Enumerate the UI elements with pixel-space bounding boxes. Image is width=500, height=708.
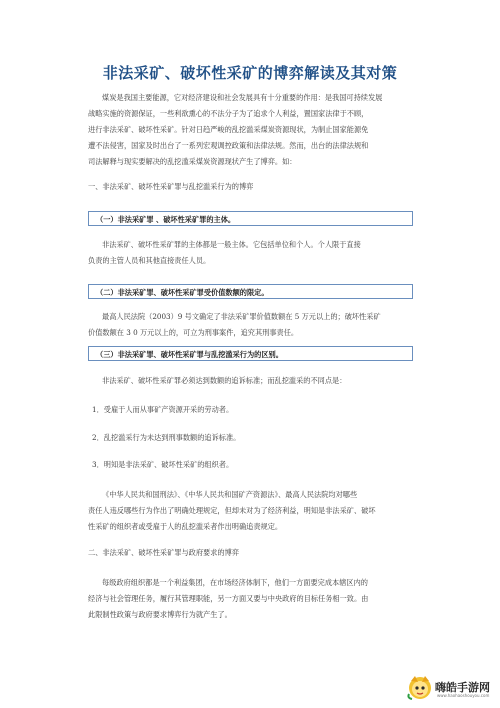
paragraph-line: 价值数额在 3 0 万元以上的，可立为刑事案件，追究其刑事责任。: [88, 328, 299, 337]
paragraph-line: 性采矿的组织者或受雇于人的乱挖滥采者作出明确追责规定。: [88, 522, 283, 531]
subheading-2: （二）非法采矿罪、破坏性采矿罪受价值数额的限定。: [88, 284, 413, 299]
subheading-1: （一）非法采矿罪 、破坏性采矿罪的主体。: [88, 211, 413, 226]
watermark-url: www.haohaoshouyou.com: [437, 693, 490, 698]
section-heading-2: 二、非法采矿、破坏性采矿罪与政府要求的博弈: [88, 548, 239, 557]
paragraph-line: 最高人民法院（2003）9 号文确定了非法采矿罪价值数额在 5 万元以上的；破坏性采矿: [102, 312, 381, 321]
paragraph-5: [88, 575, 428, 623]
section-heading-1: 一、非法采矿、破坏性采矿罪与乱挖滥采行为的博弈: [88, 182, 254, 191]
intro-line: 遭不法侵害，国家及时出台了一系列宏观调控政策和法律法规。然而，出台的法律法规和: [88, 141, 369, 150]
page-title: 非法采矿、破坏性采矿的博弈解读及其对策: [102, 64, 398, 82]
paragraph-line: 此限制性政策与政府要求博弈行为就产生了。: [88, 610, 232, 619]
paragraph-4: [88, 487, 428, 535]
intro-line: 进行非法采矿、破坏性采矿。针对日趋严峻的乱挖滥采煤炭资源现状，为制止国家能源免: [88, 125, 369, 134]
watermark-text: 嗨皓手游网: [435, 681, 490, 694]
site-watermark: [405, 672, 495, 704]
list-item-2: 2．乱挖滥采行为未达到刑事数额的追诉标准。: [92, 433, 241, 442]
intro-line: 司法解释与现实要解决的乱挖滥采煤炭资源现状产生了博弈。如：: [88, 157, 297, 166]
list-item-1: 1．受雇于人而从事矿产资源开采的劳动者。: [92, 405, 234, 414]
intro-line: 战略实施的资源保证，一些利欲熏心的不法分子为了追求个人利益，置国家法律于不顾，: [88, 109, 369, 118]
paragraph-line: 每级政府组织都是一个利益集团，在市场经济体制下，他们一方面要完成本辖区内的: [102, 578, 368, 587]
paragraph-line: 《中华人民共和国刑法》、《中华人民共和国矿产资源法》、最高人民法院均对哪些: [102, 490, 358, 499]
intro-line: 煤炭是我国主要能源，它对经济建设和社会发展具有十分重要的作用：是我国可持续发展: [102, 93, 383, 102]
subheading-3: （三）非法采矿罪、破坏性采矿罪与乱挖滥采行为的区别。: [88, 346, 413, 361]
paragraph-1: [88, 237, 428, 269]
paragraph-line: 经济与社会管理任务，履行其管理职能，另一方面又要与中央政府的目标任务相一致。由: [88, 594, 369, 603]
paragraph-line: 责任人违反哪些行为作出了明确处理规定，但却未对为了经济利益，明知是非法采矿、破坏: [88, 506, 376, 515]
list-item-3: 3．明知是非法采矿、破坏性采矿的组织者。: [92, 460, 234, 469]
paragraph-3: 非法采矿、破坏性采矿罪必须达到数额的追诉标准；而乱挖滥采的不同点是：: [102, 376, 347, 385]
intro-paragraph: [88, 90, 428, 170]
mascot-icon: [405, 672, 435, 702]
paragraph-line: 非法采矿、破坏性采矿罪的主体都是一般主体。它包括单位和个人。个人限于直接: [102, 240, 361, 249]
paragraph-2: [88, 309, 428, 341]
paragraph-line: 负责的主管人员和其他直接责任人员。: [88, 256, 211, 265]
